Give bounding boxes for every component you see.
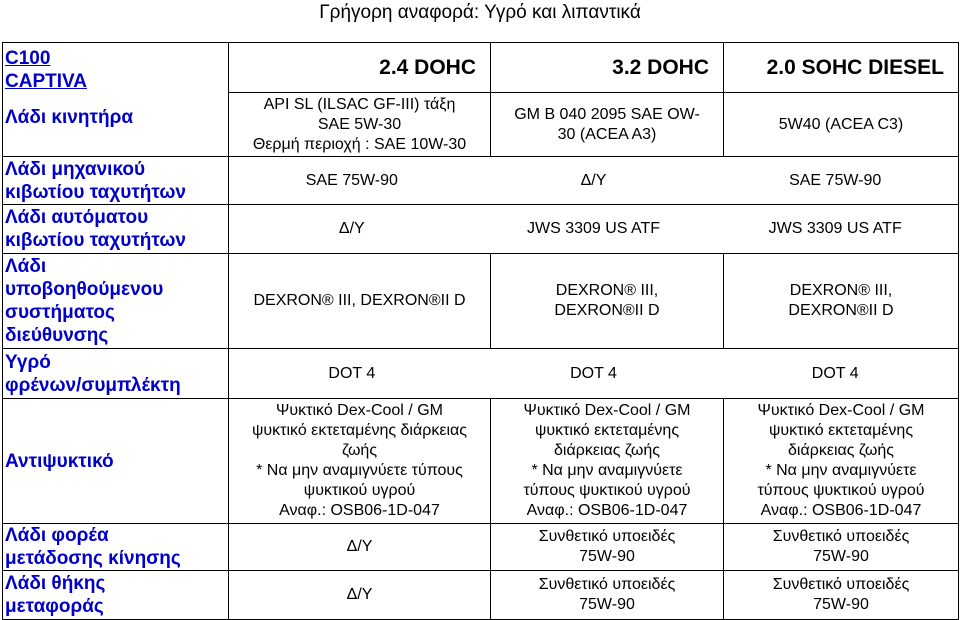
row-label-automatic-gearbox: Λάδι αυτόματου κιβωτίου ταχυτήτων <box>3 205 229 254</box>
cell-power-steering-2: DEXRON® III, DEXRON®II D <box>491 254 724 349</box>
cell-automatic-gearbox <box>229 205 959 254</box>
fluids-spec-table <box>2 42 959 620</box>
cell-transfer-case-oil-3: Συνθετικό υποειδές 75W-90 <box>724 571 959 620</box>
row-label-power-steering: Λάδι υποβοηθούμενου συστήματος διεύθυνσης <box>3 254 229 349</box>
cell-transfer-case-oil-1: Δ/Υ <box>229 571 491 620</box>
cell-antifreeze-2: Ψυκτικό Dex-Cool / GM ψυκτικό εκτεταμένης διάρκειας ζωής * Να μην αναμιγνύετε τύπους ψυκτικού υγρού Αναφ.: OSB06-1D-047 <box>491 399 724 524</box>
cell-brake-clutch-fluid-2: DOT 4 <box>570 364 617 382</box>
cell-antifreeze-3: Ψυκτικό Dex-Cool / GM ψυκτικό εκτεταμένης διάρκειας ζωής * Να μην αναμιγνύετε τύπους ψυκτικού υγρού Αναφ.: OSB06-1D-047 <box>724 399 959 524</box>
engine-header-2: 3.2 DOHC <box>491 43 724 93</box>
cell-engine-oil-1: API SL (ILSAC GF-III) τάξη SAE 5W-30 Θερμή περιοχή : SAE 10W-30 <box>229 93 491 157</box>
cell-automatic-gearbox-2: JWS 3309 US ATF <box>526 220 661 237</box>
cell-transfer-case-oil-2: Συνθετικό υποειδές 75W-90 <box>491 571 724 620</box>
cell-brake-clutch-fluid-1: DOT 4 <box>328 364 376 382</box>
cell-transfer-carrier-oil-1: Δ/Υ <box>229 524 491 571</box>
row-label-brake-clutch-fluid: Υγρό φρένων/συμπλέκτη <box>3 349 229 399</box>
row-label-engine-oil: Λάδι κινητήρα <box>5 107 133 128</box>
cell-antifreeze-1: Ψυκτικό Dex-Cool / GM ψυκτικό εκτεταμένης διάρκειας ζωής * Να μην αναμιγνύετε τύπους ψυκτικού υγρού Αναφ.: OSB06-1D-047 <box>229 399 491 524</box>
page-title: Γρήγορη αναφορά: Υγρό και λιπαντικά <box>319 2 641 23</box>
cell-engine-oil-2: GM B 040 2095 SAE OW- 30 (ACEA A3) <box>491 93 724 157</box>
cell-brake-clutch-fluid-3: DOT 4 <box>811 364 859 382</box>
cell-power-steering-3: DEXRON® III, DEXRON®II D <box>724 254 959 349</box>
row-label-manual-gearbox: Λάδι μηχανικού κιβωτίου ταχυτήτων <box>3 157 229 205</box>
cell-automatic-gearbox-1: Δ/Υ <box>338 220 365 237</box>
model-link[interactable]: C100 CAPTIVA <box>5 48 87 92</box>
cell-transfer-carrier-oil-2: Συνθετικό υποειδές 75W-90 <box>491 524 724 571</box>
cell-engine-oil-3: 5W40 (ACEA C3) <box>724 93 959 157</box>
cell-manual-gearbox-3: SAE 75W-90 <box>789 171 882 189</box>
cell-manual-gearbox-1: SAE 75W-90 <box>305 171 398 189</box>
cell-transfer-carrier-oil-3: Συνθετικό υποειδές 75W-90 <box>724 524 959 571</box>
cell-automatic-gearbox-3: JWS 3309 US ATF <box>768 220 902 237</box>
row-label-transfer-carrier-oil: Λάδι φορέα μετάδοσης κίνησης <box>3 524 229 571</box>
cell-manual-gearbox <box>229 157 959 205</box>
row-label-antifreeze: Αντιψυκτικό <box>3 399 229 524</box>
model-cell <box>3 43 229 157</box>
cell-power-steering-1: DEXRON® III, DEXRON®II D <box>229 254 491 349</box>
engine-header-1: 2.4 DOHC <box>229 43 491 93</box>
cell-brake-clutch-fluid <box>229 349 959 399</box>
engine-header-3: 2.0 SOHC DIESEL <box>724 43 959 93</box>
cell-manual-gearbox-2: Δ/Υ <box>580 171 607 189</box>
row-label-transfer-case-oil: Λάδι θήκης μεταφοράς <box>3 571 229 620</box>
